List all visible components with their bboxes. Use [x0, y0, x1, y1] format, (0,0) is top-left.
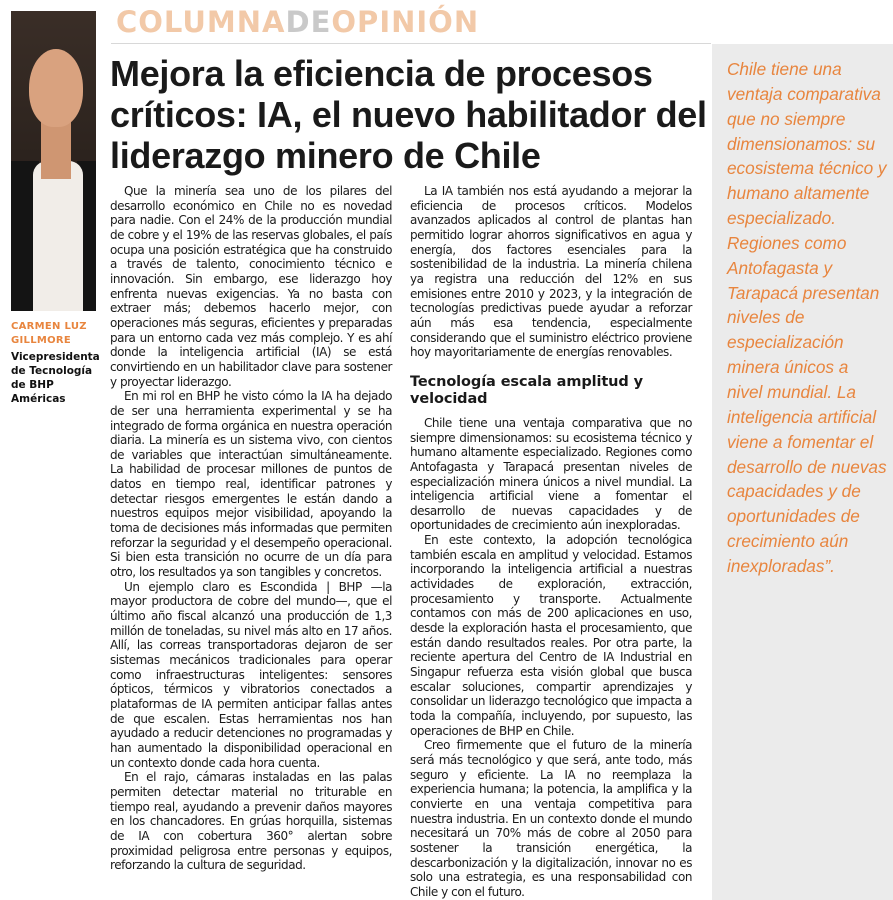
- section-kicker: [116, 2, 479, 42]
- paragraph: Que la minería sea uno de los pilares del desarrollo económico en Chile no es novedad para nadie. Con el 24% de la producción mundial de cobre y el 19% de las reservas globales, el país ocupa una posición estratégica que ha construido a través de talento, conocimiento técnico e innovación. Sin embargo, ese liderazgo hoy enfrenta nuevas exigencias. Ya no basta con extraer más; debemos hacerlo mejor, con operaciones más seguras, eficientes y preparadas para un entorno cada vez más complejo. Y es ahí donde la inteligencia artificial (IA) se está convirtiendo en un habilitador clave para sostener y proyectar liderazgo.: [110, 184, 392, 389]
- author-byline: [11, 320, 103, 406]
- paragraph: Chile tiene una ventaja comparativa que no siempre dimensionamos: su ecosistema técnico y humano altamente especializado. Regiones como Antofagasta y Tarapacá presentan niveles de especialización minera únicos a nivel mundial. La inteligencia artificial viene a fomentar el desarrollo de nuevas capacidades y de oportunidades de crecimiento aún inexploradas.: [410, 415, 692, 533]
- paragraph: En mi rol en BHP he visto cómo la IA ha dejado de ser una herramienta experimental y se ha integrado de forma orgánica en nuestra operación diaria. La minería es un sistema vivo, con cientos de variables que interactúan simultáneamente. La habilidad de procesar millones de puntos de datos en tiempo real, identificar patrones y detectar riesgos emergentes le están dando a nuestros equipos mejor visibilidad, apoyando la toma de decisiones más informadas que permiten reforzar la seguridad y el desempeño operacional. Si bien esta transición no ocurre de un día para otro, los resultados ya son tangibles y concretos.: [110, 389, 392, 580]
- pull-quote: Chile tiene una ventaja comparativa que no siempre dimensionamos: su ecosistema técnico y humano altamente especializado. Regiones como Antofagasta y Tarapacá presentan niveles de especialización minera únicos a nivel mundial. La inteligencia artificial viene a fomentar el desarrollo de nuevas capacidades y de oportunidades de crecimiento aún inexploradas”.: [727, 59, 887, 576]
- paragraph: La IA también nos está ayudando a mejorar la eficiencia de procesos críticos. Modelos avanzados aplicados al control de plantas han permitido lograr ahorros significativos en agua y energía, dos factores esenciales para la sostenibilidad de la industria. La minería chilena ya registra una reducción del 12% en sus emisiones entre 2010 y 2023, y la integración de tecnologías predictivas puede ayudar a reforzar aún más esa tendencia, especialmente considerando que el suministro eléctrico proviene hoy mayoritariamente de energías renovables.: [410, 184, 692, 360]
- kicker-columna: COLUMNA: [116, 5, 286, 39]
- article-column-2: [410, 184, 692, 900]
- author-name: CARMEN LUZ GILLMORE: [11, 321, 87, 346]
- paragraph: En el rajo, cámaras instaladas en las palas permiten detectar material no triturable en tiempo real, ayudando a prevenir daños mayores en los chancadores. En grúas horquilla, sistemas de IA con cobertura 360° alertan sobre proximidad peligrosa entre personas y equipos, reforzando la cultura de seguridad.: [110, 770, 392, 873]
- author-role: Vicepresidenta de Tecnología de BHP Américas: [11, 351, 100, 405]
- subheading: Tecnología escala amplitud y velocidad: [410, 373, 643, 407]
- kicker-opinion: OPINIÓN: [331, 5, 480, 39]
- paragraph: En este contexto, la adopción tecnológica también escala en amplitud y velocidad. Estamos incorporando la inteligencia artificial a nuestras actividades de exploración, extracción, procesamiento y transporte. Actualmente contamos con más de 200 aplicaciones en uso, desde la exploración hasta el procesamiento, que están dando resultados reales. Por otra parte, la reciente apertura del Centro de IA Industrial en Singapur refuerza esta visión global que busca escalar soluciones, compartir aprendizajes y consolidar un liderazgo tecnológico que impacta a toda la compañía, incluyendo, por supuesto, las operaciones de BHP en Chile.: [410, 533, 692, 738]
- kicker-de: DE: [285, 5, 332, 39]
- paragraph: Un ejemplo claro es Escondida | BHP —la mayor productora de cobre del mundo—, que el último año fiscal alcanzó una producción de 1,3 millón de toneladas, su nivel más alto en 17 años. Allí, las correas transportadoras dejaron de ser sistemas mecánicos tradicionales para operar como infraestructuras inteligentes: sensores ópticos, térmicos y vibratorios conectados a plataformas de IA permiten anticipar fallas antes de que escalen. Estas herramientas nos han ayudado a reducir detenciones no programadas y han aumentado la disponibilidad operacional en un contexto donde cada hora cuenta.: [110, 579, 392, 770]
- paragraph: Creo firmemente que el futuro de la minería será más tecnológico y que será, ante todo, más seguro y eficiente. La IA no reemplaza la experiencia humana; la potencia, la amplifica y la convierte en una ventaja competitiva para nuestra industria. En un contexto donde el mundo necesitará un 70% más de cobre al 2050 para sostener la transición energética, la descarbonización y la digitalización, innovar no es solo una estrategia, es una responsabilidad con Chile y con el futuro.: [410, 738, 692, 899]
- article-column-1: [110, 184, 392, 873]
- headline: Mejora la eficiencia de procesos críticos: IA, el nuevo habilitador del liderazgo minero de Chile: [110, 53, 707, 176]
- author-photo: [11, 11, 96, 311]
- header-rule: [111, 43, 711, 44]
